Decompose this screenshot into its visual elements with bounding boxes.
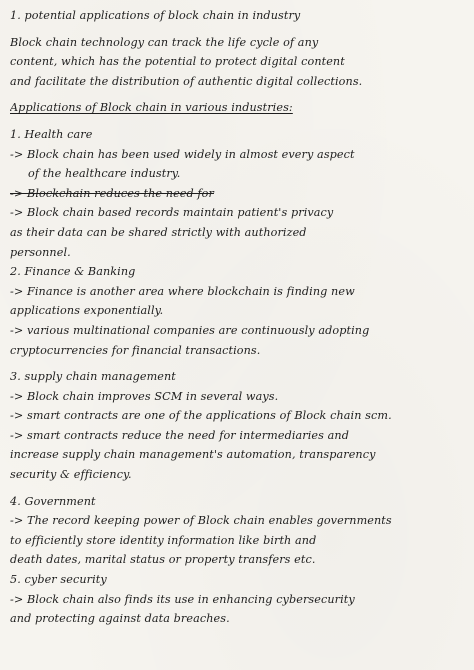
finance-line: applications exponentially. — [10, 304, 164, 318]
cyber-line: and protecting against data breaches. — [10, 612, 230, 626]
supply-line: -> smart contracts are one of the applications of Block chain scm. — [10, 409, 392, 423]
government-title: 4. Government — [10, 494, 96, 508]
intro-line: content, which has the potential to protect digital content — [10, 55, 345, 69]
health-line: as their data can be shared strictly with authorized — [10, 225, 307, 239]
supply-title: 3. supply chain management — [10, 370, 176, 384]
government-line: -> The record keeping power of Block chain enables governments — [10, 514, 392, 528]
cyber-title: 5. cyber security — [10, 573, 107, 587]
cyber-line: -> Block chain also finds its use in enhancing cybersecurity — [10, 592, 355, 606]
health-line: -> Block chain based records maintain patient's privacy — [10, 206, 334, 220]
supply-line: increase supply chain management's automation, transparency — [10, 448, 376, 462]
government-line: death dates, marital status or property transfers etc. — [10, 553, 316, 567]
government-line: to efficiently store identity information like birth and — [10, 533, 317, 547]
health-line: personnel. — [10, 245, 71, 259]
health-line: -> Block chain has been used widely in almost every aspect — [10, 147, 355, 161]
intro-line: and facilitate the distribution of authentic digital collections. — [10, 74, 363, 88]
finance-line: cryptocurrencies for financial transactions. — [10, 343, 261, 357]
intro-title: 1. potential applications of block chain in industry — [10, 9, 301, 22]
health-struck-line: -> Blockchain reduces the need for — [10, 186, 214, 200]
finance-line: -> Finance is another area where blockchain is finding new — [10, 284, 355, 298]
finance-title: 2. Finance & Banking — [10, 265, 136, 279]
health-line: of the healthcare industry. — [28, 167, 181, 181]
section-heading: Applications of Block chain in various industries: — [10, 101, 293, 115]
finance-line: -> various multinational companies are continuously adopting — [10, 323, 370, 337]
health-title: 1. Health care — [10, 127, 93, 141]
supply-line: -> smart contracts reduce the need for intermediaries and — [10, 428, 349, 442]
supply-line: security & efficiency. — [10, 468, 132, 482]
supply-line: -> Block chain improves SCM in several ways. — [10, 389, 279, 403]
intro-line: Block chain technology can track the life cycle of any — [10, 35, 319, 49]
